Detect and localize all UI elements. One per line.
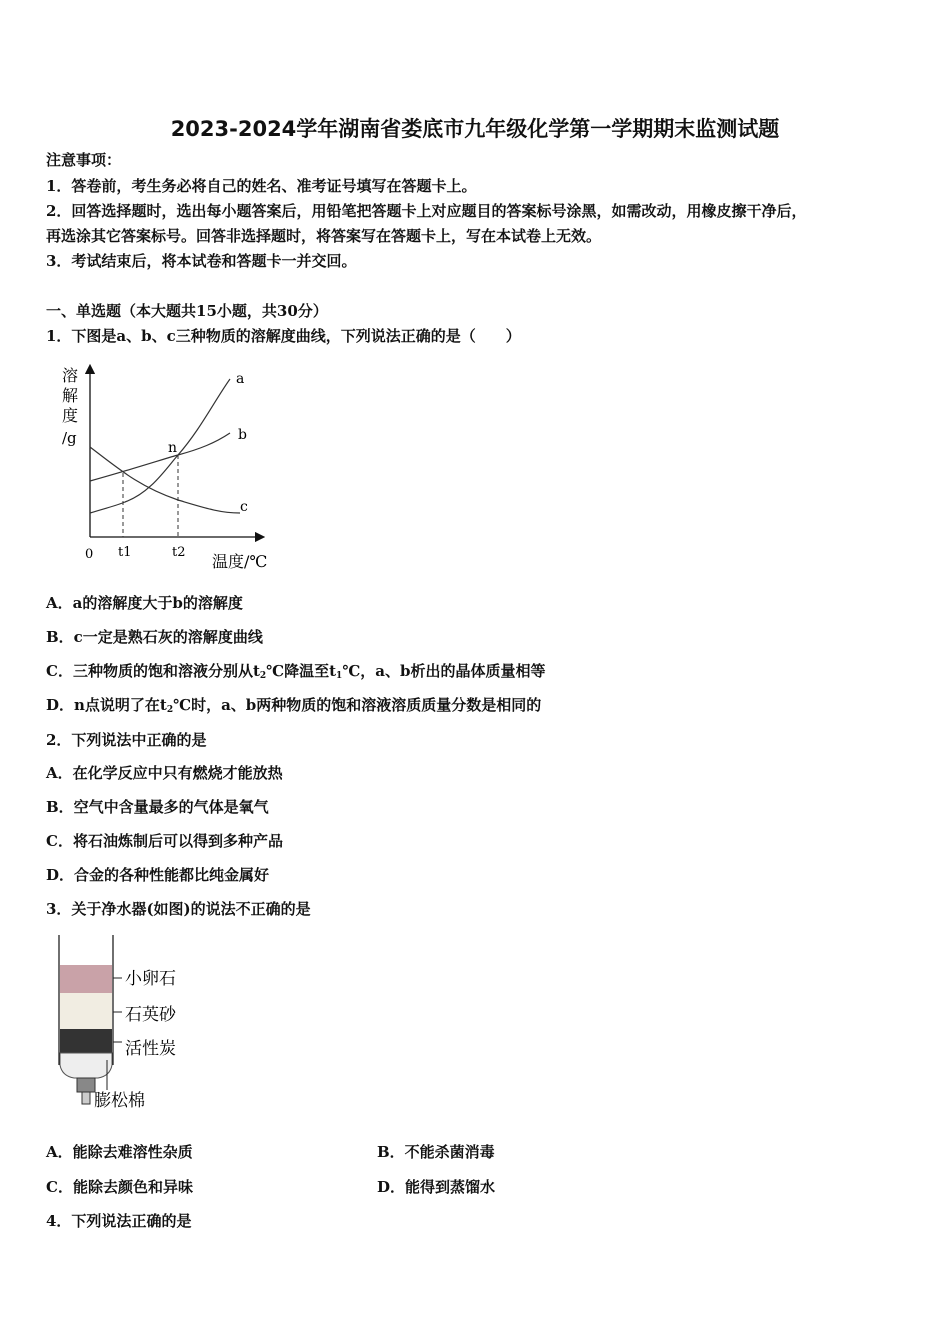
layer-label: 活性炭 [125, 1039, 176, 1059]
question-4-stem: 4．下列说法正确的是 [46, 1212, 192, 1230]
question-2-stem: 2．下列说法中正确的是 [46, 731, 207, 749]
y-label: 解 [62, 386, 79, 405]
q1-option-d: D．n点说明了在$t_2℃$时，a、b两种物质的饱和溶液溶质质量分数是相同的 [46, 696, 542, 715]
q1-option-b: B．c一定是熟石灰的溶解度曲线 [46, 628, 263, 646]
notice-item: 3．考试结束后，将本试卷和答题卡一并交回。 [46, 252, 357, 270]
y-label: 度 [62, 406, 79, 425]
curve-c [90, 447, 240, 513]
notice-item: 2．回答选择题时，选出每小题答案后，用铅笔把答题卡上对应题目的答案标号涂黑，如需改动，用橡皮擦干净后， [46, 202, 807, 220]
cotton-layer [60, 1053, 112, 1078]
layer-label: 石英砂 [125, 1005, 176, 1025]
question-1-stem: 1．下图是a、b、c三种物质的溶解度曲线，下列说法正确的是（ ） [46, 327, 521, 345]
notice-heading: 注意事项： [46, 151, 122, 169]
q2-option-d: D．合金的各种性能都比纯金属好 [46, 866, 270, 884]
y-label: 溶 [62, 366, 79, 385]
q3-option-b: B．不能杀菌消毒 [377, 1143, 495, 1161]
curve-b-label: b [238, 427, 247, 443]
sand-layer [60, 993, 112, 1029]
carbon-layer [60, 1029, 112, 1053]
q2-option-c: C．将石油炼制后可以得到多种产品 [46, 832, 283, 850]
q1-option-c: C．三种物质的饱和溶液分别从$t_2℃$降温至$t_1℃$，a、b析出的晶体质量相等 [46, 662, 546, 681]
curve-c-label: c [240, 499, 248, 515]
solubility-curve-figure [40, 355, 300, 575]
section-heading: 一、单选题（本大题共15小题，共30分） [46, 302, 328, 320]
q1-option-a: A．a的溶解度大于b的溶解度 [46, 594, 243, 612]
q2-option-a: A．在化学反应中只有燃烧才能放热 [46, 764, 283, 782]
pebble-layer [60, 965, 112, 993]
question-3-stem: 3．关于净水器(如图)的说法不正确的是 [46, 900, 311, 918]
q3-option-a: A．能除去难溶性杂质 [46, 1143, 193, 1161]
y-label: /g [62, 429, 77, 447]
notice-item: 1．答卷前，考生务必将自己的姓名、准考证号填写在答题卡上。 [46, 177, 477, 195]
point-n-label: n [168, 440, 178, 456]
t1-label: t1 [118, 545, 132, 560]
q3-option-d: D．能得到蒸馏水 [377, 1178, 496, 1196]
water-purifier-figure [40, 930, 220, 1120]
x-label: 温度/℃ [212, 552, 268, 571]
t2-label: t2 [172, 545, 186, 560]
page-title: 2023-2024学年湖南省娄底市九年级化学第一学期期末监测试题 [170, 117, 780, 141]
origin-label: 0 [85, 547, 94, 562]
layer-label: 小卵石 [125, 969, 176, 989]
q2-option-b: B．空气中含量最多的气体是氧气 [46, 798, 269, 816]
curve-b [90, 433, 230, 481]
q3-option-c: C．能除去颜色和异味 [46, 1178, 193, 1196]
layer-label: 膨松棉 [94, 1091, 145, 1111]
outlet-valve [77, 1078, 95, 1092]
notice-item: 再选涂其它答案标号。回答非选择题时，将答案写在答题卡上，写在本试卷上无效。 [46, 227, 602, 245]
curve-a-label: a [236, 371, 245, 387]
